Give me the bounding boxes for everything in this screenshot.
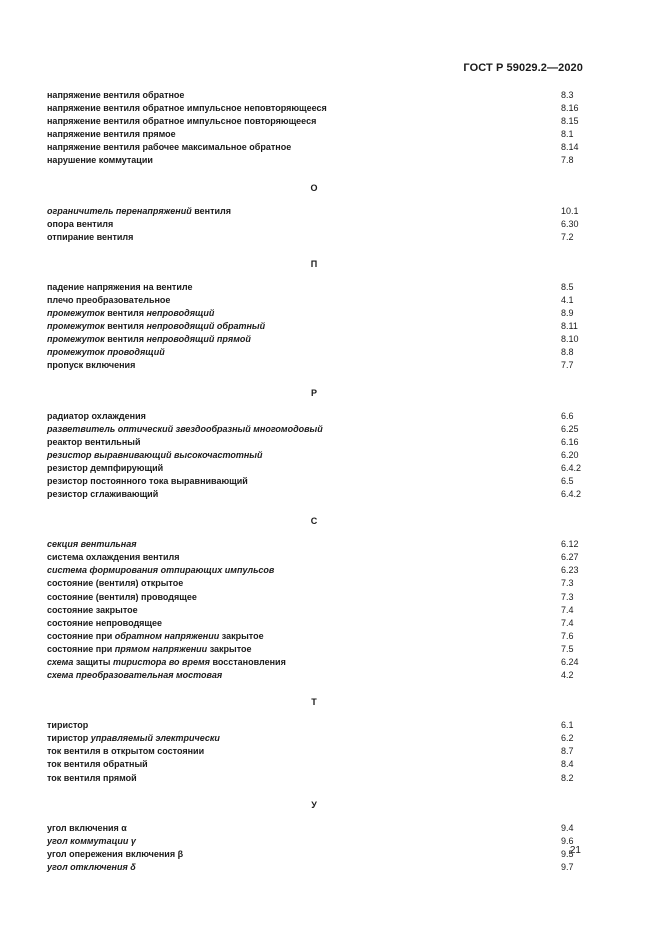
term-italic-part: угол коммутации γ [47,835,136,846]
index-term [47,359,135,372]
index-entry [47,89,583,102]
term-italic-part: промежуток [47,321,105,332]
clause-reference: 6.25 [561,423,579,434]
index-term [47,577,183,590]
section-letter: О [310,182,318,193]
index-term [47,423,323,436]
index-term [47,89,184,102]
index-term [47,656,286,669]
clause-reference: 6.2 [561,733,574,744]
index-term [47,436,141,449]
index-term [47,449,263,462]
section-letter: Т [311,697,317,708]
term-italic-part: непроводящий [146,308,215,319]
term-part: состояние закрытое [47,604,138,615]
clause-reference: 7.2 [561,231,574,242]
index-entry [47,231,583,244]
index-term [47,617,162,630]
index-entry [47,154,583,167]
clause-reference: 7.4 [561,617,574,628]
index-entry [47,320,583,333]
index-term [47,564,274,577]
term-part: ток вентиля прямой [47,772,137,783]
term-part: состояние непроводящее [47,617,163,628]
clause-reference: 9.4 [561,822,574,833]
index-entry [47,294,583,307]
index-entry [47,462,583,475]
clause-reference: 7.8 [561,155,574,166]
clause-reference: 8.9 [561,308,574,319]
index-entry [47,359,583,372]
index-entry [47,410,583,423]
term-part: радиатор охлаждения [47,410,146,421]
clause-reference: 8.14 [561,142,579,153]
index-entry [47,861,583,874]
term-part: вентиля [104,334,147,345]
clause-reference: 9.6 [561,835,574,846]
term-italic-part: непроводящий прямой [146,334,251,345]
term-italic-part: схема преобразовательная мостовая [47,670,223,681]
term-part: напряжение вентиля обратное импульсное повторяющееся [47,116,317,127]
index-term [47,102,327,115]
index-entry [47,102,583,115]
term-italic-part: промежуток [47,334,105,345]
term-italic-part: непроводящий обратный [146,321,266,332]
clause-reference: 6.24 [561,657,579,667]
index-entry [47,488,583,501]
index-term [47,835,136,848]
index-term [47,154,153,167]
clause-reference: 6.5 [561,475,574,486]
term-part: ток вентиля обратный [47,759,148,770]
clause-reference: 4.1 [561,294,574,305]
clause-reference: 8.15 [561,116,579,127]
page-number: 21 [569,845,581,856]
clause-reference: 6.4.2 [561,489,582,500]
clause-reference: 6.12 [561,539,579,550]
index-term [47,822,127,835]
index-term [47,848,183,861]
term-italic-part: тиристора во время [112,657,210,667]
clause-reference: 7.5 [561,643,574,654]
term-part: восстановления [209,657,286,667]
index-entry [47,436,583,449]
index-term [47,231,133,244]
term-part: тиристор [47,720,89,731]
index-term [47,719,88,732]
index-term [47,745,204,758]
index-entry [47,218,583,231]
index-term [47,281,192,294]
index-entry [47,617,583,630]
index-entry [47,346,583,359]
term-part: плечо преобразовательное [47,294,171,305]
index-entry [47,333,583,346]
term-part: вентиля [104,308,147,319]
index-entry [47,564,583,577]
alphabetical-term-index [47,89,583,874]
index-entry [47,719,583,732]
index-entry [47,591,583,604]
section-letter: Р [310,387,317,398]
term-italic-part: разветвитель оптический звездообразный многомодовый [47,423,323,434]
section-letter: П [310,258,318,269]
term-part: вентиля [191,205,231,216]
index-entry [47,423,583,436]
clause-reference: 6.1 [561,720,574,731]
index-term [47,307,214,320]
index-entry [47,822,583,835]
term-part: резистор демпфирующий [47,462,164,473]
clause-reference: 8.2 [561,772,574,783]
term-part: реактор вентильный [47,436,141,447]
term-italic-part: прямом напряжении [114,643,208,654]
term-part: пропуск включения [47,360,136,371]
clause-reference: 8.16 [561,103,579,114]
clause-reference: 6.27 [561,552,579,563]
clause-reference: 10.1 [561,205,579,216]
term-italic-part: угол отключения δ [47,861,136,872]
clause-reference: 9.5 [561,848,574,859]
clause-reference: 4.2 [561,670,574,681]
term-part: состояние при [47,643,115,654]
clause-reference: 7.7 [561,360,574,371]
index-term [47,643,252,656]
index-entry [47,604,583,617]
index-term [47,475,248,488]
term-part: закрытое [207,643,252,654]
clause-reference: 8.11 [561,321,578,332]
term-italic-part: промежуток проводящий [47,347,165,358]
index-term [47,333,251,346]
index-term [47,218,113,231]
index-entry [47,115,583,128]
index-entry [47,475,583,488]
term-part: угол опережения включения β [47,848,184,859]
clause-reference: 8.10 [561,334,579,345]
clause-reference: 8.7 [561,746,574,757]
index-entry [47,205,583,218]
index-entry [47,745,583,758]
index-term [47,591,197,604]
index-term [47,205,231,218]
standard-designation: ГОСТ Р 59029.2—2020 [463,62,583,74]
term-part: отпирание вентиля [47,231,134,242]
term-part: падение напряжения на вентиле [47,281,193,292]
term-part: напряжение вентиля прямое [47,129,176,140]
clause-reference: 6.6 [561,410,574,421]
clause-reference: 6.16 [561,436,579,447]
term-italic-part: резистор выравнивающий высокочастотный [47,449,263,460]
index-term [47,772,137,785]
term-part: напряжение вентиля рабочее максимальное обратное [47,142,292,153]
clause-reference: 8.1 [561,129,574,140]
index-term [47,538,137,551]
index-entry [47,732,583,745]
term-italic-part: схема [47,657,74,667]
index-entry [47,449,583,462]
section-letter: С [310,516,318,527]
index-term [47,320,265,333]
index-entry [47,128,583,141]
index-entry [47,630,583,643]
clause-reference: 7.6 [561,630,574,641]
index-entry [47,848,583,861]
index-entry [47,141,583,154]
term-part: состояние (вентиля) открытое [47,578,184,589]
term-part: резистор постоянного тока выравнивающий [47,475,248,486]
term-italic-part: секция вентильная [47,539,137,550]
index-term [47,630,264,643]
term-part: защиты [73,657,113,667]
term-italic-part: система формирования отпирающих импульсов [47,565,275,576]
term-part: резистор сглаживающий [47,489,159,500]
term-part: система охлаждения вентиля [47,552,180,563]
term-part: напряжение вентиля обратное импульсное неповторяющееся [47,103,327,114]
index-entry [47,758,583,771]
index-entry [47,835,583,848]
term-part: нарушение коммутации [47,155,153,166]
index-entry [47,669,583,682]
section-letter: У [311,799,317,810]
term-italic-part: ограничитель перенапряжений [47,205,192,216]
term-part: тиристор [47,733,91,744]
clause-reference: 6.4.2 [561,462,582,473]
index-entry [47,551,583,564]
index-term [47,861,136,874]
index-term [47,462,163,475]
term-part: состояние при [47,630,115,641]
clause-reference: 7.4 [561,604,574,615]
term-part: опора вентиля [47,218,114,229]
index-entry [47,307,583,320]
index-term [47,488,158,501]
clause-reference: 6.30 [561,218,579,229]
index-entry [47,577,583,590]
index-term [47,346,165,359]
index-entry [47,643,583,656]
index-entry [47,656,583,669]
index-term [47,758,148,771]
index-term [47,669,222,682]
term-italic-part: управляемый электрически [90,733,220,744]
clause-reference: 7.3 [561,578,574,589]
term-italic-part: промежуток [47,308,105,319]
term-italic-part: обратном напряжении [114,630,220,641]
clause-reference: 8.4 [561,759,574,770]
clause-reference: 8.3 [561,90,574,100]
clause-reference: 6.20 [561,449,579,460]
term-part: ток вентиля в открытом состоянии [47,746,205,757]
clause-reference: 8.5 [561,281,574,292]
clause-reference: 7.3 [561,591,574,602]
index-term [47,115,316,128]
clause-reference: 6.23 [561,565,579,576]
index-term [47,410,146,423]
clause-reference: 9.7 [561,861,574,872]
term-part: напряжение вентиля обратное [47,90,185,100]
index-term [47,294,170,307]
index-term [47,551,179,564]
index-entry [47,772,583,785]
index-term [47,732,220,745]
index-term [47,128,176,141]
index-entry [47,538,583,551]
index-term [47,141,291,154]
index-entry [47,281,583,294]
term-part: вентиля [104,321,147,332]
term-part: угол включения α [47,822,127,833]
term-part: закрытое [219,630,264,641]
term-part: состояние (вентиля) проводящее [47,591,197,602]
index-term [47,604,138,617]
clause-reference: 8.8 [561,347,574,358]
